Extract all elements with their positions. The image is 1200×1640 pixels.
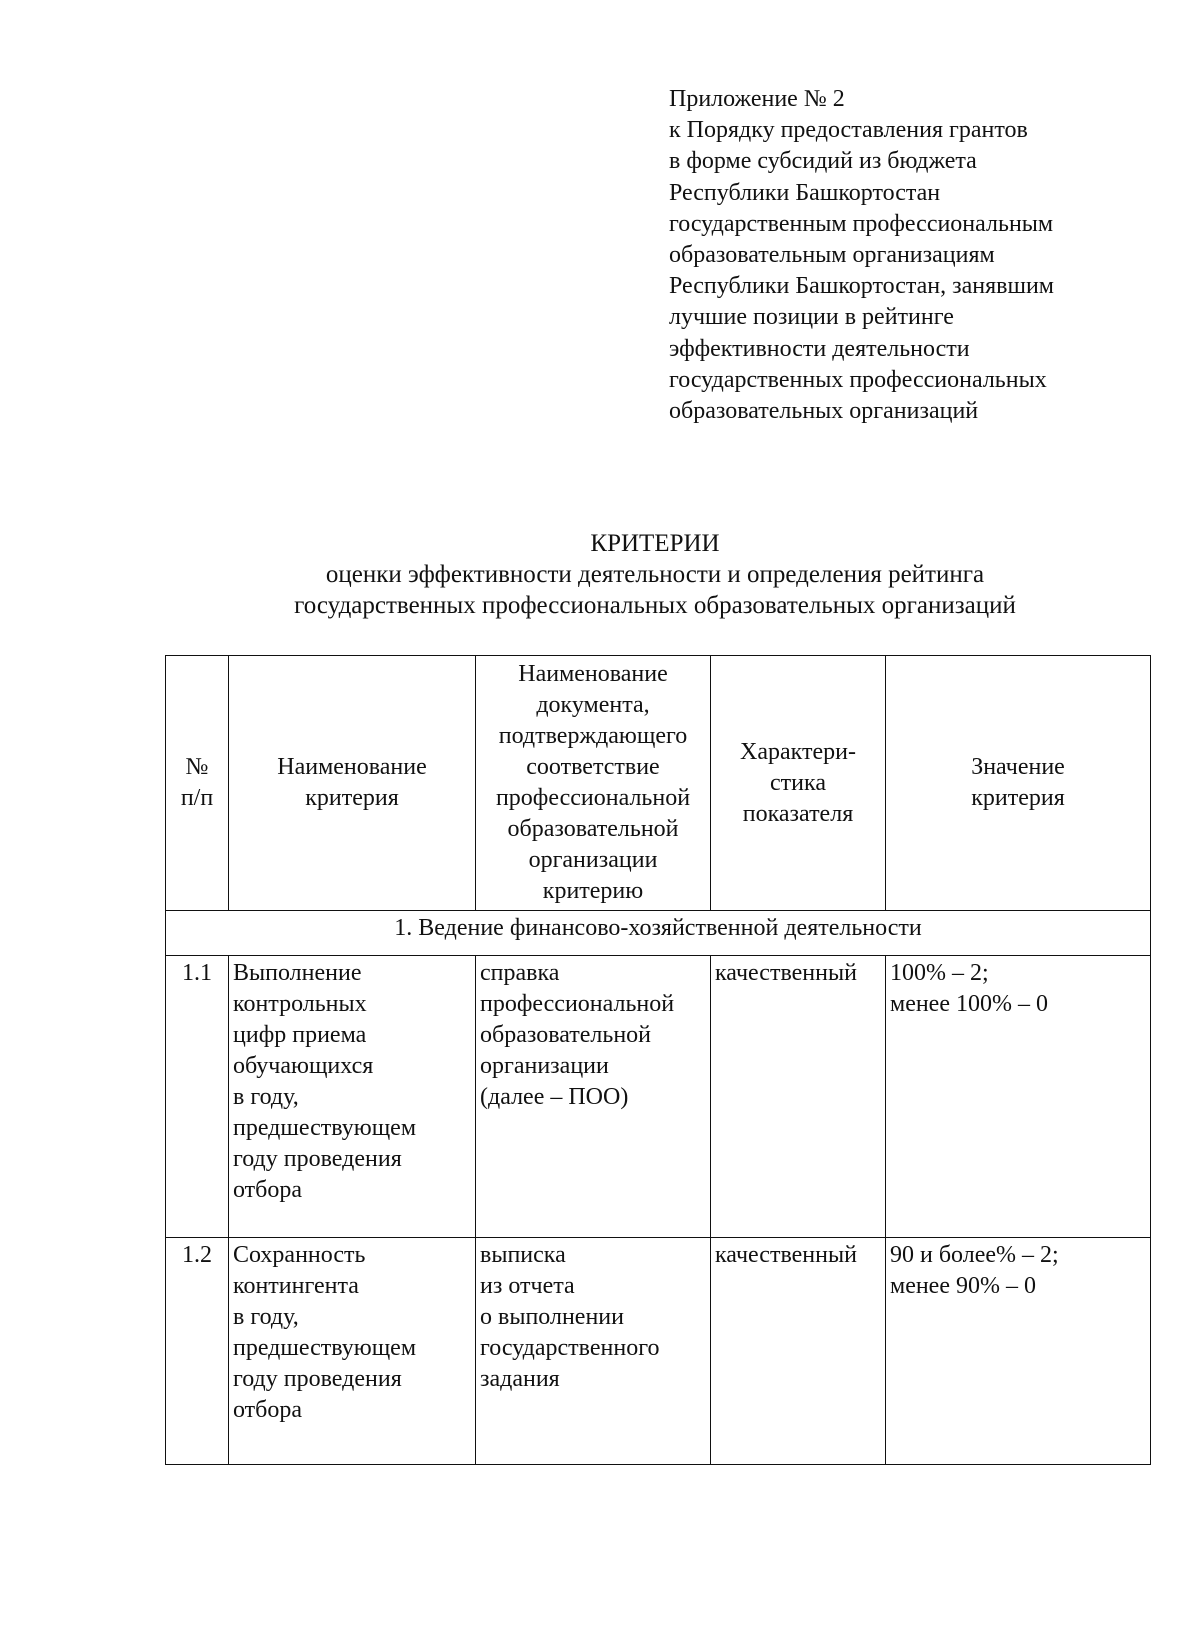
criteria-table: [165, 655, 1151, 1465]
title-line: государственных профессиональных образовательных организаций: [294, 592, 1016, 619]
annex-line: лучшие позиции в рейтинге: [669, 304, 954, 331]
document-title: [0, 528, 1200, 621]
annex-line: государственным профессиональным: [669, 210, 1054, 237]
section-title: 1. Ведение финансово-хозяйственной деятельности: [166, 911, 1151, 956]
row-value: 100% – 2; менее 100% – 0: [886, 956, 1151, 1238]
annex-line: образовательных организаций: [669, 398, 979, 425]
annex-line: Республики Башкортостан: [669, 179, 941, 206]
section-row: [166, 911, 1151, 956]
table-header-row: [166, 656, 1151, 911]
row-value: 90 и более% – 2; менее 90% – 0: [886, 1238, 1151, 1465]
header-num: № п/п: [166, 656, 229, 911]
header-characteristic: Характери- стика показателя: [711, 656, 886, 911]
annex-line: образовательным организациям: [669, 242, 995, 269]
annex-line: эффективности деятельности: [669, 335, 970, 362]
row-num: 1.1: [166, 956, 229, 1238]
annex-block: [669, 84, 1169, 427]
row-num: 1.2: [166, 1238, 229, 1465]
annex-line: Республики Башкортостан, занявшим: [669, 273, 1054, 300]
row-name: Сохранность контингента в году, предшествующем году проведения отбора: [229, 1238, 476, 1465]
table-row: [166, 1238, 1151, 1465]
row-name: Выполнение контрольных цифр приема обучающихся в году, предшествующем году проведения отбора: [229, 956, 476, 1238]
header-value: Значение критерия: [886, 656, 1151, 911]
title-line: оценки эффективности деятельности и определения рейтинга: [325, 561, 985, 588]
row-characteristic: качественный: [711, 1238, 886, 1465]
header-name: Наименование критерия: [229, 656, 476, 911]
title-main: КРИТЕРИИ: [590, 530, 720, 557]
annex-line: в форме субсидий из бюджета: [669, 148, 977, 175]
annex-line: государственных профессиональных: [669, 366, 1047, 393]
header-document: Наименование документа, подтверждающего соответствие профессиональной образовательной организации критерию: [476, 656, 711, 911]
annex-line: к Порядку предоставления грантов: [669, 117, 1028, 144]
annex-line: Приложение № 2: [669, 86, 845, 112]
row-document: выписка из отчета о выполнении государственного задания: [476, 1238, 711, 1465]
row-characteristic: качественный: [711, 956, 886, 1238]
row-document: справка профессиональной образовательной организации (далее – ПОО): [476, 956, 711, 1238]
table-row: [166, 956, 1151, 1238]
